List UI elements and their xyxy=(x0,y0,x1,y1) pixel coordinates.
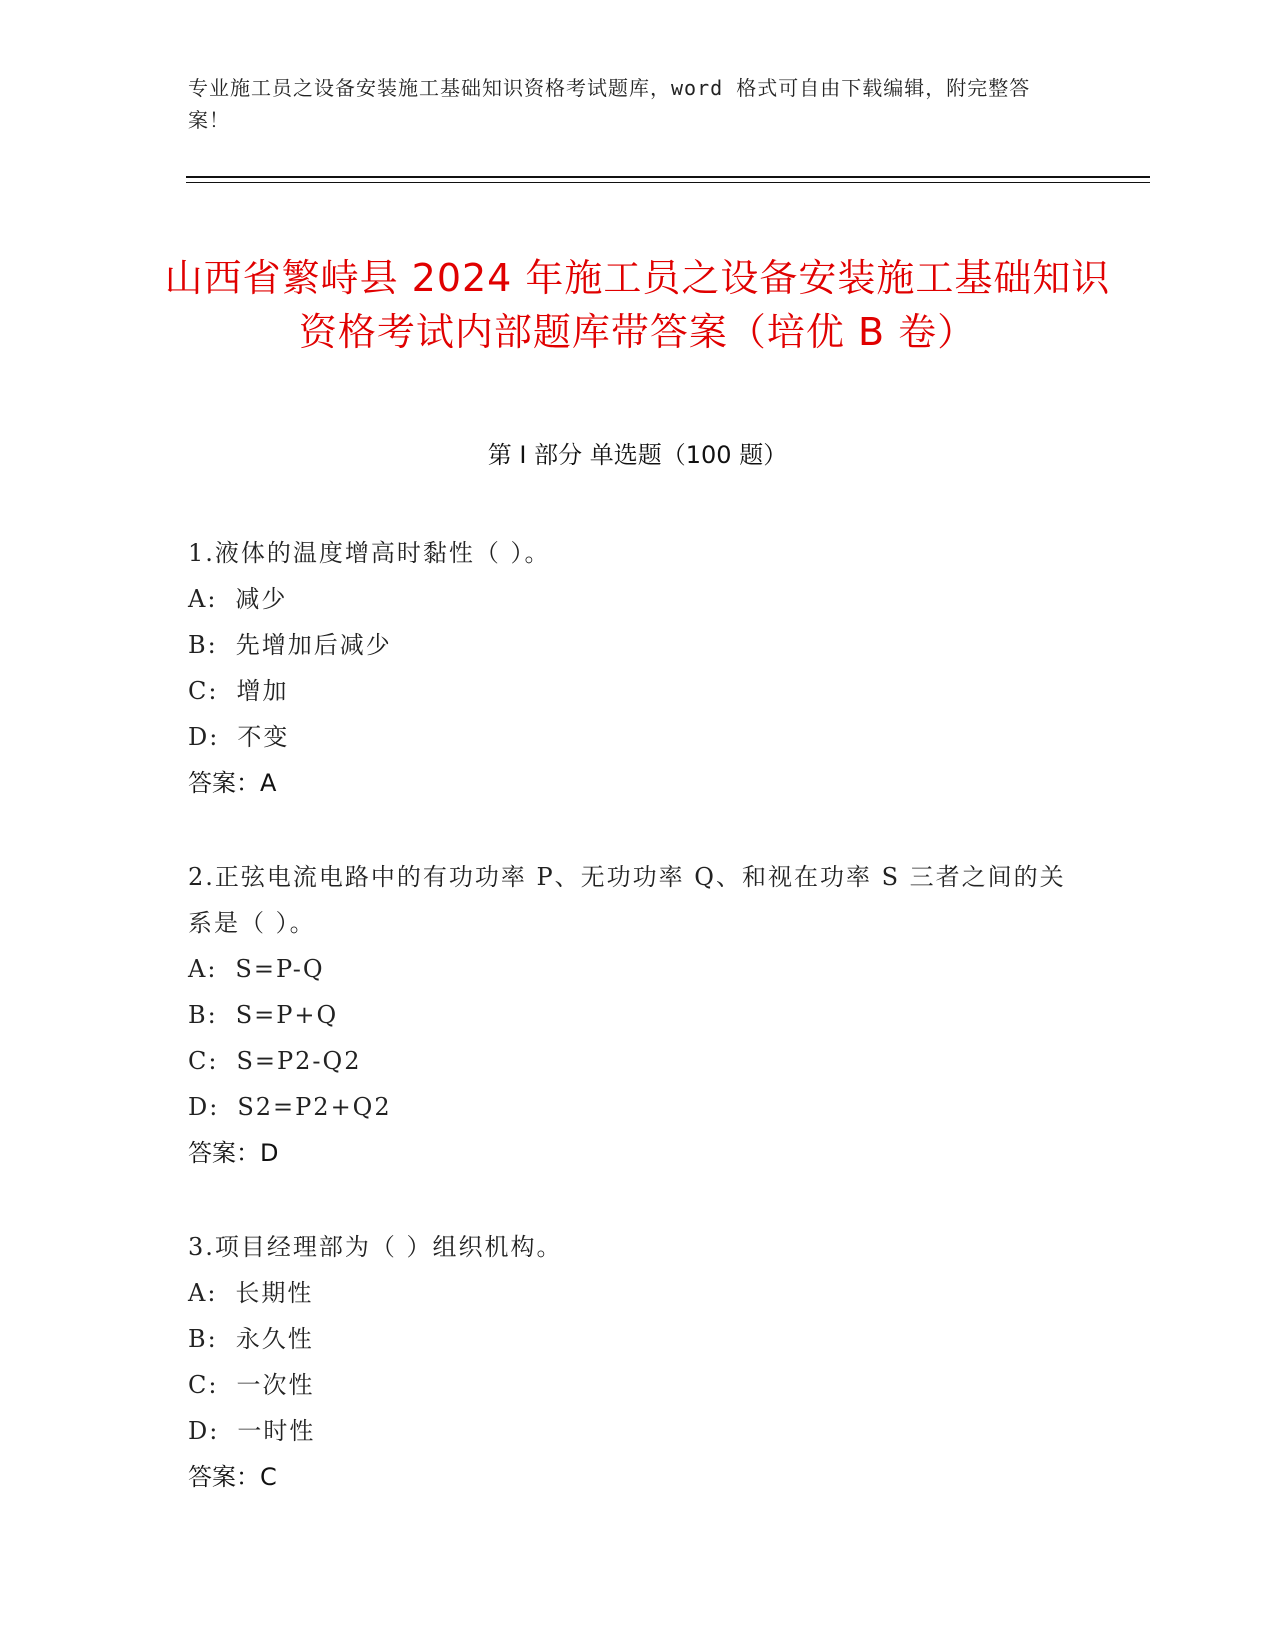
document-title: 山西省繁峙县 2024 年施工员之设备安装施工基础知识资格考试内部题库带答案（培优 B 卷） xyxy=(164,256,1111,355)
option-text: S=P+Q xyxy=(235,1001,339,1029)
question-2 xyxy=(188,854,1088,1176)
header-divider-thin xyxy=(186,182,1150,183)
option-key: A: xyxy=(188,1279,218,1307)
question-list xyxy=(188,530,1088,1548)
option-b xyxy=(188,1316,1088,1362)
question-3 xyxy=(188,1224,1088,1500)
option-d xyxy=(188,714,1088,760)
option-key: A: xyxy=(188,955,218,983)
question-stem: 3.项目经理部为（ ）组织机构。 xyxy=(188,1233,563,1261)
answer-line: 答案：D xyxy=(188,1139,279,1167)
option-text: 长期性 xyxy=(235,1279,314,1307)
option-text: S=P-Q xyxy=(235,955,325,983)
option-text: 不变 xyxy=(237,723,290,751)
option-a xyxy=(188,1270,1088,1316)
option-key: C: xyxy=(188,1047,219,1075)
answer-line: 答案：C xyxy=(188,1463,277,1491)
option-key: B: xyxy=(188,1325,218,1353)
header-divider-thick xyxy=(186,176,1150,178)
option-key: C: xyxy=(188,1371,219,1399)
option-key: D: xyxy=(188,1417,220,1445)
option-b xyxy=(188,622,1088,668)
option-text: 一次性 xyxy=(236,1371,315,1399)
option-text: S=P2-Q2 xyxy=(236,1047,362,1075)
option-a xyxy=(188,946,1088,992)
question-stem: 2.正弦电流电路中的有功功率 P、无功功率 Q、和视在功率 S 三者之间的关系是（ ）。 xyxy=(188,863,1066,937)
option-c xyxy=(188,1362,1088,1408)
question-1 xyxy=(188,530,1088,806)
option-text: 一时性 xyxy=(237,1417,316,1445)
option-text: 增加 xyxy=(236,677,289,705)
option-d xyxy=(188,1408,1088,1454)
option-text: S2=P2+Q2 xyxy=(237,1093,392,1121)
option-key: A: xyxy=(188,585,218,613)
option-key: B: xyxy=(188,1001,218,1029)
option-text: 减少 xyxy=(235,585,288,613)
option-c xyxy=(188,668,1088,714)
answer-line: 答案：A xyxy=(188,769,277,797)
question-stem: 1.液体的温度增高时黏性（ ）。 xyxy=(188,539,551,567)
header-note: 专业施工员之设备安装施工基础知识资格考试题库，word 格式可自由下载编辑，附完整答案！ xyxy=(188,76,1031,132)
option-key: D: xyxy=(188,1093,220,1121)
option-key: D: xyxy=(188,723,220,751)
option-key: C: xyxy=(188,677,219,705)
section-heading: 第 I 部分 单选题（100 题） xyxy=(487,441,788,469)
option-key: B: xyxy=(188,631,218,659)
option-text: 先增加后减少 xyxy=(235,631,392,659)
option-d xyxy=(188,1084,1088,1130)
option-text: 永久性 xyxy=(235,1325,314,1353)
option-b xyxy=(188,992,1088,1038)
option-c xyxy=(188,1038,1088,1084)
option-a xyxy=(188,576,1088,622)
